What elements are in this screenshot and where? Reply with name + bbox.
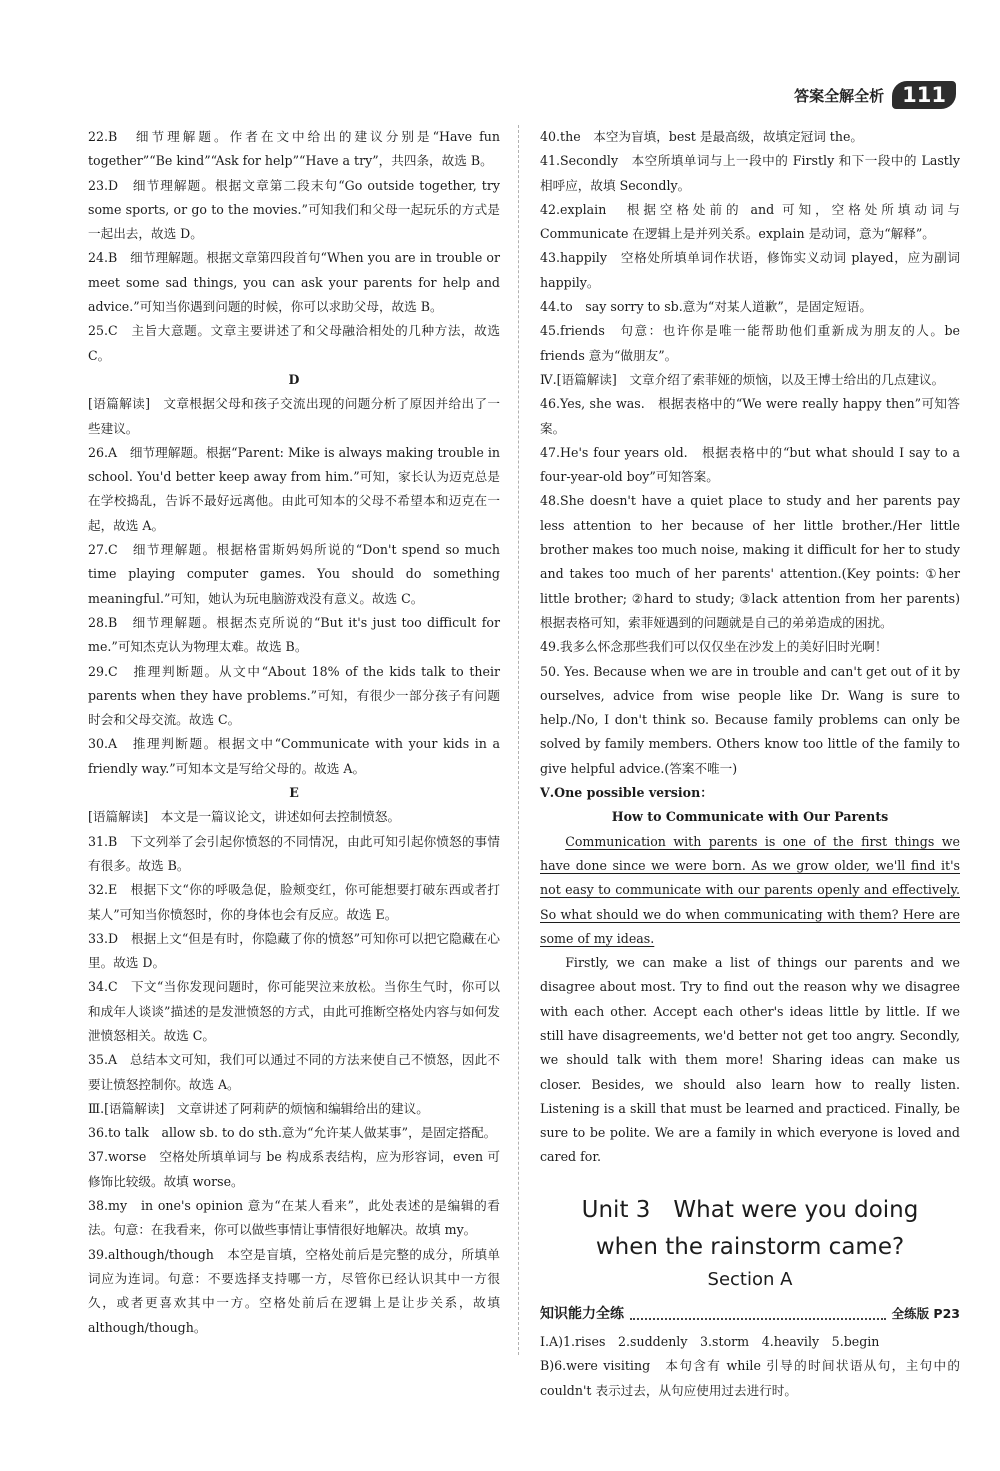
- practice-reference: 全练版 P23: [891, 1305, 960, 1321]
- answer-28: 28.B 细节理解题。根据杰克所说的“But it's just too difficult for me.”可知杰克认为物理太难。故选 B。: [88, 614, 500, 655]
- answer-27: 27.C 细节理解题。根据格雷斯妈妈所说的“Don't spend so much time playing computer games. You should do something meaningful.”可知，她认为玩电脑游戏没有意义。故选 C。: [88, 542, 500, 606]
- answer-29: 29.C 推理判断题。从文中“About 18% of the kids talk to their parents when they have problems.”可知，有很少一部分孩子有问题时会和父母交流。故选 C。: [88, 663, 500, 728]
- answer-46: 46.Yes, she was. 根据表格中的“We were really happy then”可知答案。: [540, 396, 960, 436]
- answer-43: 43.happily 空格处所填单词作状语，修饰实义动词 played，应为副词 happily。: [540, 250, 960, 290]
- answer-25: 25.C 主旨大意题。文章主要讲述了和父母融洽相处的几种方法，故选 C。: [88, 323, 500, 363]
- practice-label: 知识能力全练: [540, 1305, 624, 1322]
- page-header: [794, 78, 956, 112]
- section-v-intro: Ⅴ.One possible version：: [540, 785, 713, 801]
- essay-paragraph-2: Firstly, we can make a list of things our parents and we disagree about most. Try to find out the reason why we disagree with each other. Accept each other's ideas little by little. If we still have disagreements, we'd better not get too angry. Secondly, we should talk with them more! Sharing ideas can make us closer. Besides, we should also learn how to really listen. Listening is a skill that must be learned and practiced. Finally, be sure to be polite. We are a family in which everyone is loved and cared for.: [540, 955, 960, 1165]
- right-column: [540, 125, 973, 1403]
- answer-35: 35.A 总结本文可知，我们可以通过不同的方法来使自己不愤怒，因此不要让愤怒控制你。故选 A。: [88, 1052, 500, 1092]
- dotted-leader: [630, 1308, 886, 1320]
- answer-34: 34.C 下文“当你发现问题时，你可能哭泣来放松。当你生气时，你可以和成年人谈谈”描述的是发泄愤怒的方式，由此可推断空格处内容与如何发泄愤怒相关。故选 C。: [88, 979, 500, 1043]
- practice-bar: [540, 1302, 960, 1326]
- answer-23: 23.D 细节理解题。根据文章第二段末句“Go outside together, try some sports, or go to the movies.”可知我们和父母一起玩乐的方式是一起出去，故选 D。: [88, 177, 500, 242]
- answer-42: 42.explain 根据空格处前的 and 可知，空格处所填动词与 Communicate 在逻辑上是并列关系。explain 是动词，意为“解释”。: [540, 201, 960, 242]
- answer-24: 24.B 细节理解题。根据文章第四段首句“When you are in trouble or meet some sad things, you can ask your parents for help and advice.”可知当你遇到问题的时候，你可以求助父母，故选 B。: [88, 250, 500, 315]
- answer-26: 26.A 细节理解题。根据“Parent: Mike is always making trouble in school. You'd better keep away from him.”可知，家长认为迈克总是在学校捣乱，告诉不最好远离他。由此可知本的父母不希望本和迈克在一起，故选 A。: [88, 444, 500, 533]
- answer-41: 41.Secondly 本空所填单词与上一段中的 Firstly 和下一段中的 Lastly 相呼应，故填 Secondly。: [540, 153, 960, 193]
- section-e-heading: E: [289, 785, 299, 801]
- section-heading: Section A: [707, 1268, 793, 1290]
- section-d-heading: D: [288, 371, 300, 387]
- answer-50: 50. Yes. Because when we are in trouble and can't get out of it by ourselves, advice from wise people like Dr. Wang is sure to help./No, I don't think so. Because family problems can only be solved by family members. Others know too little of the family to give helpful advice.(答案不唯一): [540, 663, 960, 776]
- answer-48: 48.She doesn't have a quiet place to study and her parents pay less attention to her because of her little brother./Her little brother makes too much noise, making it difficult for her to study and takes too much of her parents' attention.(Key points: ①her little brother; ②hard to study; ③lack attention from her parents) 根据表格可知，索菲娅遇到的问题就是自己的弟弟造成的困扰。: [540, 493, 973, 630]
- left-column: [88, 125, 500, 1340]
- section-iii-intro: Ⅲ.[语篇解读] 文章讲述了阿莉萨的烦恼和编辑给出的建议。: [88, 1100, 429, 1116]
- exercise-i-a: Ⅰ.A)1.rises 2.suddenly 3.storm 4.heavily 5.begin: [540, 1334, 880, 1350]
- column-divider: [518, 125, 519, 1355]
- essay-title: How to Communicate with Our Parents: [611, 809, 889, 825]
- answer-45: 45.friends 句意：也许你是唯一能帮助他们重新成为朋友的人。be friends 意为“做朋友”。: [540, 323, 960, 363]
- answer-38: 38.my in one's opinion 意为“在某人看来”，此处表述的是编辑的看法。句意：在我看来，你可以做些事情让事情很好地解决。故填 my。: [88, 1198, 500, 1238]
- header-title: 答案全解全析: [794, 86, 885, 105]
- section-d-intro: [语篇解读] 文章根据父母和孩子交流出现的问题分析了原因并给出了一些建议。: [88, 396, 500, 436]
- page-number: 111: [892, 81, 956, 109]
- answer-22: 22.B 细节理解题。作者在文中给出的建议分别是“Have fun together”“Be kind”“Ask for help”“Have a try”，共四条，故选 B。: [88, 129, 500, 169]
- answer-31: 31.B 下文列举了会引起你愤怒的不同情况，由此可知引起你愤怒的事情有很多。故选 B。: [88, 833, 500, 873]
- essay-paragraph-1: Communication with parents is one of the first things we have done since we were born. As we grow older, we'll find it's not easy to communicate with our parents openly and effectively. So what should we do when communicating with them? Here are some of my ideas.: [540, 833, 960, 946]
- answer-47: 47.He's four years old. 根据表格中的“but what should I say to a four-year-old boy”可知答案。: [540, 444, 960, 485]
- answer-36: 36.to talk allow sb. to do sth.意为“允许某人做某事”，是固定搭配。: [88, 1125, 497, 1141]
- answer-30: 30.A 推理判断题。根据文中“Communicate with your kids in a friendly way.”可知本文是写给父母的。故选 A。: [88, 736, 500, 776]
- answer-33: 33.D 根据上文“但是有时，你隐藏了你的愤怒”可知你可以把它隐藏在心里。故选 D。: [88, 930, 500, 971]
- answer-44: 44.to say sorry to sb.意为“对某人道歉”，是固定短语。: [540, 299, 872, 315]
- answer-37: 37.worse 空格处所填单词与 be 构成系表结构，应为形容词，even 可修饰比较级。故填 worse。: [88, 1149, 500, 1189]
- answer-49: 49.我多么怀念那些我们可以仅仅坐在沙发上的美好旧时光啊！: [540, 639, 888, 655]
- unit-title-line-1: Unit 3 What were you doing: [581, 1196, 919, 1223]
- answer-40: 40.the 本空为盲填，best 是最高级，故填定冠词 the。: [540, 129, 864, 144]
- unit-title-line-2: when the rainstorm came?: [595, 1233, 905, 1260]
- answer-32: 32.E 根据下文“你的呼吸急促，脸颊变红，你可能想要打破东西或者打某人”可知当你愤怒时，你的身体也会有反应。故选 E。: [88, 882, 500, 922]
- answer-39: 39.although/though 本空是盲填，空格处前后是完整的成分，所填单词应为连词。句意：不要选择支持哪一方，尽管你已经认识其中一方很久，或者更喜欢其中一方。空格处前后在逻辑上是让步关系，故填 although/though。: [88, 1246, 500, 1335]
- section-e-intro: [语篇解读] 本文是一篇议论文，讲述如何去控制愤怒。: [88, 809, 401, 825]
- exercise-i-b: B)6.were visiting 本句含有 while 引导的时间状语从句，主句中的 couldn't 表示过去，从句应使用过去进行时。: [540, 1358, 960, 1398]
- section-iv-intro: Ⅳ.[语篇解读] 文章介绍了索菲娅的烦恼，以及王博士给出的几点建议。: [540, 371, 945, 387]
